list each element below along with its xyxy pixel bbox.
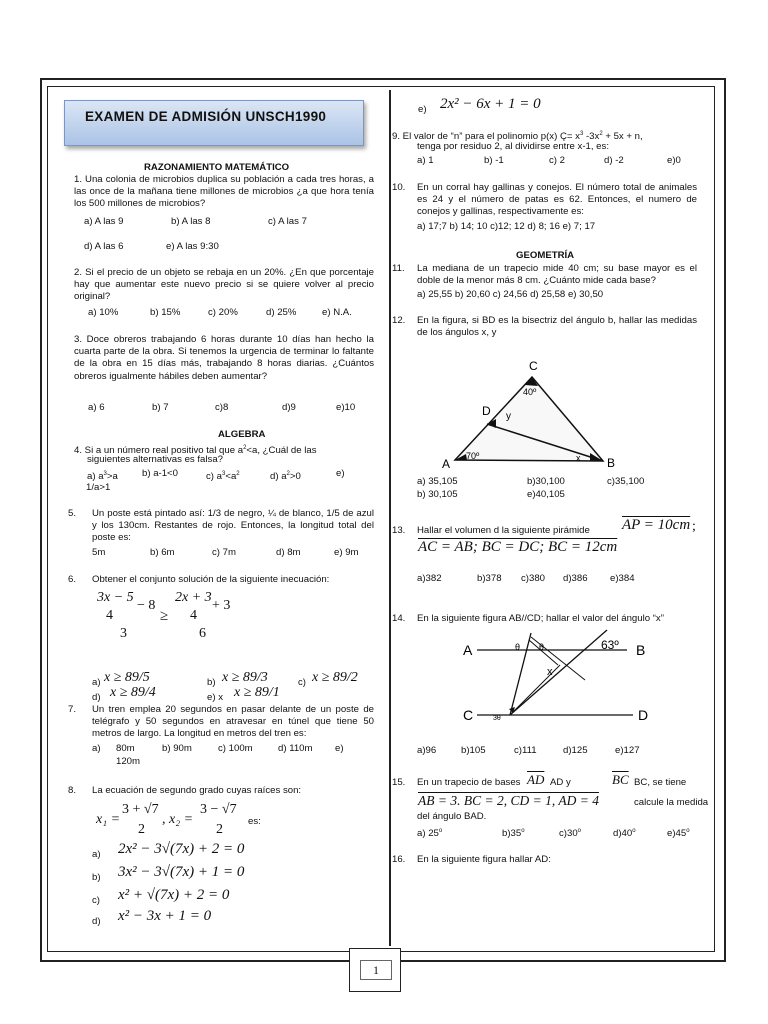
q5-option-b: b) 6m <box>150 547 175 558</box>
q8-option-e: 2x² − 6x + 1 = 0 <box>440 96 541 112</box>
q8-option-a-label: a) <box>92 849 101 860</box>
q6-denominator-left: 3 <box>120 626 127 641</box>
q13-semicolon: ; <box>692 519 696 534</box>
q8-es: es: <box>248 816 261 827</box>
q6-option-c-label: c) <box>298 677 306 688</box>
q6-denominator-b: 4 <box>190 608 197 623</box>
q7-option-d: d) 110m <box>278 743 313 754</box>
q7-option-e: e) <box>335 743 344 754</box>
q3-option-a: a) 6 <box>88 402 105 413</box>
q3-option-d: d)9 <box>282 402 296 413</box>
q2-option-d: d) 25% <box>266 307 297 318</box>
q4-option-e: e) <box>336 468 345 479</box>
q13-option-e: e)384 <box>610 573 635 584</box>
q14-label-a: A <box>463 642 473 658</box>
column-divider <box>389 90 391 946</box>
q2-option-e: e) N.A. <box>322 307 352 318</box>
q2-option-b: b) 15% <box>150 307 181 318</box>
q14-parallel-lines-figure <box>455 625 695 735</box>
q2-option-a: a) 10% <box>88 307 119 318</box>
q15-number: 15. <box>392 777 406 788</box>
q10-options: a) 17;7 b) 14; 10 c)12; 12 d) 8; 16 e) 7; 17 <box>417 221 596 232</box>
q8-option-b-label: b) <box>92 872 101 883</box>
q14-angle-x: x <box>547 666 553 678</box>
q12-angle-x: x <box>576 453 581 463</box>
q14-theta-1: θ <box>515 642 521 652</box>
q15-line2: calcule la medida <box>634 797 709 808</box>
q9-option-a: a) 1 <box>417 155 434 166</box>
q15-line1-b: AD y <box>550 777 571 788</box>
q4-option-d: d) $a^2>0$ <box>270 471 301 483</box>
q3-option-c: c)8 <box>215 402 229 413</box>
q8-x1: x₁ = <box>96 812 121 827</box>
q14-number: 14. <box>392 613 406 624</box>
q8-number: 8. <box>68 785 77 796</box>
q5-option-d: d) 8m <box>276 547 301 558</box>
q8-x2: , x₂ = <box>162 812 194 827</box>
q12-option-b: b)30,100 <box>527 476 565 487</box>
q1-text: 1. Una colonia de microbios duplica su población a cada tres horas, a las once de la mañana tiene millones de microbios ¿a que hora tenía los 500 millones de microbios? <box>74 174 374 210</box>
q5-number: 5. <box>68 508 77 519</box>
q6-option-e: x ≥ 89/1 <box>234 685 280 700</box>
q8-option-a: 2x² − 3√(7x) + 2 = 0 <box>118 841 245 857</box>
q15-line1-c: BC, se tiene <box>634 777 687 788</box>
q4-option-a: a) $a^3>a$ <box>87 471 118 483</box>
q8-option-d: x² − 3x + 1 = 0 <box>118 908 212 924</box>
q15-line3: del ángulo BAD. <box>417 811 487 822</box>
q2-text: 2. Si el precio de un objeto se rebaja en un 20%. ¿En que porcentaje hay que aumentar este nuevo precio si se quiere volver al precio original? <box>74 267 374 303</box>
q11-options: a) 25,55 b) 20,60 c) 24,56 d) 25,58 e) 30,50 <box>417 289 604 300</box>
q15-option-c: c)30$^o$ <box>559 828 582 840</box>
q6-option-a: x ≥ 89/5 <box>104 670 150 685</box>
q15-option-d: d)40$^o$ <box>613 828 636 840</box>
q7-option-a: 80m <box>116 743 135 754</box>
q14-angle-63: 63º <box>601 638 619 652</box>
q4-option-e-cont: 1/a>1 <box>86 482 111 493</box>
q12-option-b2: b) 30,105 <box>417 489 458 500</box>
q4-option-b: b) a-1<0 <box>142 468 178 479</box>
q1-option-e: e) A las 9:30 <box>166 241 219 252</box>
q16-number: 16. <box>392 854 406 865</box>
q1-option-c: c) A las 7 <box>268 216 307 227</box>
page-number: 1 <box>360 960 392 980</box>
q6-option-b: x ≥ 89/3 <box>222 670 268 685</box>
q14-theta-2: θ <box>539 642 545 652</box>
q14-option-c: c)111 <box>514 745 537 756</box>
exam-title: EXAMEN DE ADMISIÓN UNSCH1990 <box>85 109 327 124</box>
q15-option-b: b)35$^o$ <box>502 828 525 840</box>
q12-label-c: C <box>529 359 538 373</box>
q12-angle-70: 70º <box>466 451 480 461</box>
q8-option-d-label: d) <box>92 916 101 927</box>
q6-numerator-b: 2x + 3 <box>175 590 212 605</box>
q6-option-d-label: d) <box>92 692 101 703</box>
q6-option-b-label: b) <box>207 677 216 688</box>
q12-option-c: c)35,100 <box>607 476 645 487</box>
q14-option-e: e)127 <box>615 745 640 756</box>
q15-ad: $\overline{AD}$ <box>527 772 545 787</box>
q8-root1-num: 3 + √7 <box>122 802 159 817</box>
q12-triangle-figure <box>430 355 630 475</box>
q13-text: Hallar el volumen d la siguiente pirámide <box>417 525 590 536</box>
q4-option-c: c) $a^3<a^2$ <box>206 471 240 483</box>
q14-text: En la siguiente figura AB//CD; hallar el valor del ángulo “x” <box>417 613 664 624</box>
q9-line1: 9. El valor de “n” para el polinomio p(x) Ç= $x^3$ $-3x^2 + 5x + n$, <box>392 131 643 143</box>
q7-option-a-label: a) <box>92 743 101 754</box>
q10-text: En un corral hay gallinas y conejos. El número total de animales es 24 y el número de patas es 62. Entonces, el numero de conejos y gallinas, respectivamente es: <box>417 182 697 218</box>
q7-text: Un tren emplea 20 segundos en pasar delante de un poste de telégrafo y 50 segundos en atravesar en túnel que tiene 50 metros de largo. La longitud en metros del tren es: <box>92 704 374 740</box>
q7-option-c: c) 100m <box>218 743 253 754</box>
q14-angle-3theta: 3θ <box>493 715 501 722</box>
q14-label-d: D <box>638 707 649 723</box>
q12-angle-y: y <box>506 411 511 422</box>
q8-option-c: x² + √(7x) + 2 = 0 <box>118 887 230 903</box>
q13-option-a: a)382 <box>417 573 442 584</box>
q6-minus8: − 8 <box>137 598 156 613</box>
q5-option-a: 5m <box>92 547 106 558</box>
q2-option-c: c) 20% <box>208 307 238 318</box>
section-heading-algebra: ALGEBRA <box>218 429 266 440</box>
q9-option-b: b) -1 <box>484 155 504 166</box>
q12-text: En la figura, si BD es la bisectriz del ángulo b, hallar las medidas de los ángulos x, y <box>417 315 697 339</box>
q5-option-e: e) 9m <box>334 547 359 558</box>
q5-text: Un poste está pintado así: 1/3 de negro, ¼ de blanco, 1/5 de azul y los 130cm. Restantes de rojo. Entonces, la longitud total del poste es: <box>92 508 374 544</box>
q6-denominator-a: 4 <box>106 608 113 623</box>
q12-option-a: a) 35,105 <box>417 476 458 487</box>
q14-label-b: B <box>636 642 646 658</box>
q13-equalities: AC = AB; BC = DC; BC = 12cm <box>418 539 618 555</box>
q15-bc: $\overline{BC}$ <box>612 772 629 787</box>
q6-option-e-label: e) x <box>207 692 223 703</box>
q1-option-b: b) A las 8 <box>171 216 211 227</box>
q15-equalities: AB = 3. BC = 2, CD = 1, AD = 4 <box>418 793 599 808</box>
q8-option-b: 3x² − 3√(7x) + 1 = 0 <box>118 864 245 880</box>
q4-line2: siguientes alternativas es falsa? <box>87 454 223 465</box>
q12-angle-40: 40º <box>523 387 537 397</box>
q7-number: 7. <box>68 704 77 715</box>
q6-option-c: x ≥ 89/2 <box>312 670 358 685</box>
q14-label-c: C <box>463 707 474 723</box>
q5-option-c: c) 7m <box>212 547 236 558</box>
q15-option-a: a) 25$^o$ <box>417 828 443 840</box>
section-heading-rm: RAZONAMIENTO MATEMÁTICO <box>144 162 290 173</box>
q12-number: 12. <box>392 315 406 326</box>
q15-line1-a: En un trapecio de bases <box>417 777 521 788</box>
q16-text: En la siguiente figura hallar AD: <box>417 854 551 865</box>
q7-option-b: b) 90m <box>162 743 192 754</box>
q3-text: 3. Doce obreros trabajando 6 horas durante 10 días han hecho la cuarta parte de la obra. Si tenemos la urgencia de terminar lo faltante de la obra en 15 días más, trabajando 8 horas diarias. ¿Cuántos obreros igualmente hábiles deben aumentar? <box>74 334 374 382</box>
q12-label-b: B <box>607 456 616 470</box>
q13-number: 13. <box>392 525 406 536</box>
q12-label-a: A <box>442 457 451 471</box>
q1-option-a: a) A las 9 <box>84 216 124 227</box>
q8-option-c-label: c) <box>92 895 100 906</box>
q6-option-a-label: a) <box>92 677 101 688</box>
q12-option-e: e)40,105 <box>527 489 565 500</box>
q6-text: Obtener el conjunto solución de la siguiente inecuación: <box>92 574 330 585</box>
q4-line1: 4. Si a un número real positivo tal que $a^2<a$, ¿Cuál de las <box>74 445 317 457</box>
q6-geq: ≥ <box>160 608 169 624</box>
q8-root2-num: 3 − √7 <box>200 802 237 817</box>
q13-option-d: d)386 <box>563 573 588 584</box>
q6-plus3: + 3 <box>212 598 231 613</box>
q6-number: 6. <box>68 574 77 585</box>
q10-number: 10. <box>392 182 406 193</box>
q3-option-e: e)10 <box>336 402 356 413</box>
q6-numerator-a: 3x − 5 <box>97 590 134 605</box>
section-heading-geometry: GEOMETRÍA <box>516 250 575 261</box>
q8-root2-den: 2 <box>216 822 223 837</box>
q14-option-a: a)96 <box>417 745 437 756</box>
q13-option-c: c)380 <box>521 573 545 584</box>
q13-ap: AP = 10cm <box>622 517 691 533</box>
q9-option-c: c) 2 <box>549 155 565 166</box>
q14-option-d: d)125 <box>563 745 588 756</box>
q7-option-e-cont: 120m <box>116 756 140 767</box>
q8-option-e-label: e) <box>418 104 427 115</box>
q6-denominator-right: 6 <box>199 626 206 641</box>
q8-root1-den: 2 <box>138 822 145 837</box>
q9-option-d: d) -2 <box>604 155 624 166</box>
q15-option-e: e)45$^o$ <box>667 828 690 840</box>
q9-option-e: e)0 <box>667 155 681 166</box>
q8-text: La ecuación de segundo grado cuyas raíces son: <box>92 785 302 796</box>
q11-number: 11. <box>392 263 405 274</box>
q13-option-b: b)378 <box>477 573 502 584</box>
q11-text: La mediana de un trapecio mide 40 cm; su base mayor es el doble de la menor más 8 cm. ¿Cuánto mide cada base? <box>417 263 697 287</box>
q9-line2: tenga por residuo 2, al dividirse entre x-1, es: <box>417 141 609 152</box>
q3-option-b: b) 7 <box>152 402 169 413</box>
exam-title-banner <box>64 100 364 146</box>
q6-option-d: x ≥ 89/4 <box>110 685 156 700</box>
q12-label-d: D <box>482 404 491 418</box>
q1-option-d: d) A las 6 <box>84 241 124 252</box>
q14-option-b: b)105 <box>461 745 486 756</box>
